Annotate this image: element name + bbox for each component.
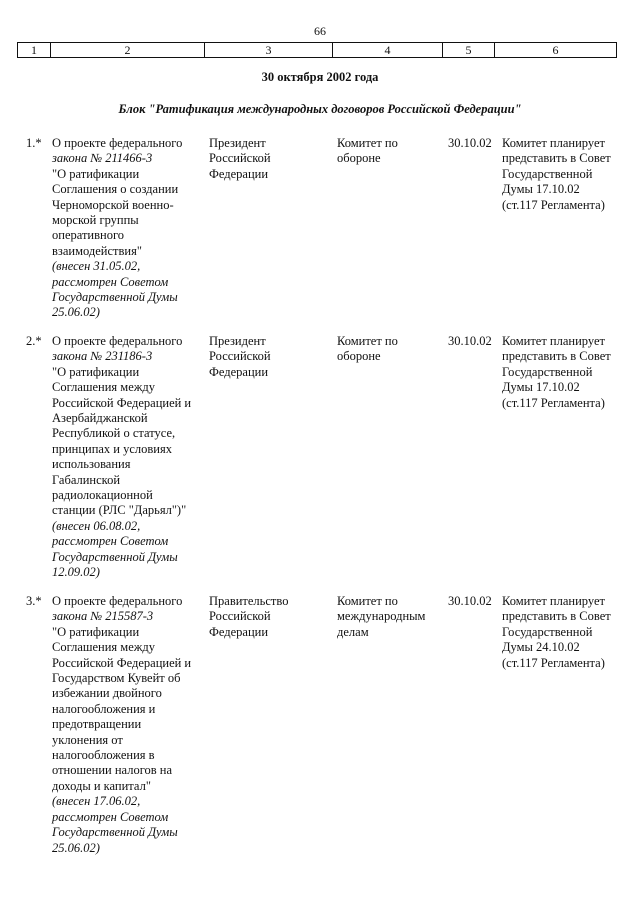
entry-title-line: 25.06.02) <box>52 305 100 320</box>
entry-title-line: Государственной Думы <box>52 549 178 564</box>
column-number-cell: 4 <box>333 43 443 58</box>
entry-title-line: (внесен 06.08.02, <box>52 518 141 533</box>
entry-committee <box>337 594 437 640</box>
entry-title-line: рассмотрен Советом <box>52 809 169 824</box>
entry-title-line: Государственной Думы <box>52 290 178 305</box>
entry-author-line: Федерации <box>209 166 269 181</box>
entry-author-line: Федерации <box>209 624 269 639</box>
entry-title-line: отношении налогов на <box>52 763 173 778</box>
column-number-cell: 1 <box>18 43 51 58</box>
column-number-cell: 3 <box>205 43 333 58</box>
entry-date <box>448 136 500 151</box>
entry-note-line: представить в Совет <box>502 349 611 364</box>
entry-author-line: Президент <box>209 334 266 348</box>
entry-title-line: закона № 215587-3 <box>52 609 154 624</box>
entry-author-line: Федерации <box>209 364 269 379</box>
entry-title-line: Габалинской <box>52 472 121 487</box>
entry-note-line: Государственной <box>502 364 593 379</box>
entry-committee <box>337 136 437 167</box>
column-number-cell: 6 <box>495 43 617 58</box>
entry-title-line: 25.06.02) <box>52 840 100 855</box>
entry-title <box>52 136 204 321</box>
entry-title-line: "О ратификации <box>52 364 140 379</box>
entry-title-line: (внесен 31.05.02, <box>52 259 141 274</box>
column-number-cell: 2 <box>51 43 205 58</box>
entry-title-line: взаимодействия" <box>52 243 142 258</box>
entry-number <box>26 136 52 151</box>
entry-title-line: Соглашения между <box>52 640 155 655</box>
entry-title-line: налогообложения в <box>52 748 155 763</box>
entry-note-line: Государственной <box>502 624 593 639</box>
entry-title-line: "О ратификации <box>52 166 140 181</box>
entry-title-line: доходы и капитал" <box>52 778 151 793</box>
entry-title-line: оперативного <box>52 228 125 243</box>
entry-date <box>448 594 500 609</box>
entry-note-line: представить в Совет <box>502 151 611 166</box>
entry-title-line: рассмотрен Советом <box>52 274 169 289</box>
entry-title-line: Черноморской военно- <box>52 197 174 212</box>
entry-note-line: Государственной <box>502 166 593 181</box>
entry-title-line: закона № 211466-3 <box>52 151 153 166</box>
entry-author-line: Российской <box>209 609 271 624</box>
entry-title-line: избежании двойного <box>52 686 162 701</box>
entry-committee <box>337 334 437 365</box>
page-number: 66 <box>314 24 326 38</box>
entry-title-line: Государством Кувейт об <box>52 671 181 686</box>
entry-note-line: представить в Совет <box>502 609 611 624</box>
entry-date-text: 30.10.02 <box>448 334 492 348</box>
entry-author-line: Президент <box>209 136 266 150</box>
entry-author <box>209 136 329 182</box>
entry-note-line: Комитет планирует <box>502 136 605 150</box>
entry-title <box>52 594 204 856</box>
entry-author-line: Российской <box>209 349 271 364</box>
entry-number-text: 3.* <box>26 594 42 608</box>
entry-title-line: Российской Федерацией и <box>52 395 192 410</box>
entry-title-line: налогообложения и <box>52 701 156 716</box>
entry-title-line: Республикой о статусе, <box>52 426 176 441</box>
entry-title-line: Азербайджанской <box>52 411 148 426</box>
entry-title-line: "О ратификации <box>52 624 140 639</box>
entry-committee-line: Комитет по <box>337 136 398 150</box>
entry-title-line: морской группы <box>52 213 139 228</box>
entry-number <box>26 594 52 609</box>
entry-title-line: О проекте федерального <box>52 136 183 150</box>
entry-number <box>26 334 52 349</box>
entry-author <box>209 334 329 380</box>
entry-title-line: принципах и условиях <box>52 441 173 456</box>
entry-number-text: 1.* <box>26 136 42 150</box>
block-heading: Блок "Ратификация международных договоров Российской Федерации" <box>118 102 522 116</box>
entry-note-line: (ст.117 Регламента) <box>502 655 605 670</box>
entry-title-line: Государственной Думы <box>52 825 178 840</box>
entry-title-line: (внесен 17.06.02, <box>52 794 141 809</box>
entry-title <box>52 334 204 581</box>
entry-title-line: радиолокационной <box>52 488 153 503</box>
entry-note-line: Думы 24.10.02 <box>502 640 580 655</box>
entry-date-text: 30.10.02 <box>448 136 492 150</box>
entry-title-line: Соглашения между <box>52 380 155 395</box>
entry-title-line: рассмотрен Советом <box>52 534 169 549</box>
entry-note-line: (ст.117 Регламента) <box>502 197 605 212</box>
entry-note <box>502 594 624 671</box>
entry-title-line: Соглашения о создании <box>52 182 179 197</box>
entry-title-line: закона № 231186-3 <box>52 349 153 364</box>
column-number-header <box>17 42 617 58</box>
entry-committee-line: делам <box>337 624 369 639</box>
entry-author-line: Российской <box>209 151 271 166</box>
entry-title-line: предотвращении <box>52 717 142 732</box>
entry-note <box>502 334 624 411</box>
entry-date-text: 30.10.02 <box>448 594 492 608</box>
column-number-cell: 5 <box>443 43 495 58</box>
entry-note <box>502 136 624 213</box>
entry-title-line: 12.09.02) <box>52 565 100 580</box>
entry-author-line: Правительство <box>209 594 289 608</box>
entry-committee-line: обороне <box>337 349 381 364</box>
entry-committee-line: Комитет по <box>337 594 398 608</box>
entry-title-line: станции (РЛС "Дарьял")" <box>52 503 187 518</box>
entry-date <box>448 334 500 349</box>
entry-title-line: Российской Федерацией и <box>52 655 192 670</box>
entry-committee-line: Комитет по <box>337 334 398 348</box>
entry-note-line: Комитет планирует <box>502 334 605 348</box>
entry-title-line: О проекте федерального <box>52 594 183 608</box>
entry-title-line: использования <box>52 457 131 472</box>
entry-author <box>209 594 329 640</box>
entry-note-line: Комитет планирует <box>502 594 605 608</box>
entry-title-line: уклонения от <box>52 732 123 747</box>
entry-committee-line: обороне <box>337 151 381 166</box>
entry-note-line: Думы 17.10.02 <box>502 182 580 197</box>
entry-committee-line: международным <box>337 609 426 624</box>
entry-note-line: Думы 17.10.02 <box>502 380 580 395</box>
entry-note-line: (ст.117 Регламента) <box>502 395 605 410</box>
date-heading: 30 октября 2002 года <box>261 70 379 84</box>
entry-title-line: О проекте федерального <box>52 334 183 348</box>
entry-number-text: 2.* <box>26 334 42 348</box>
